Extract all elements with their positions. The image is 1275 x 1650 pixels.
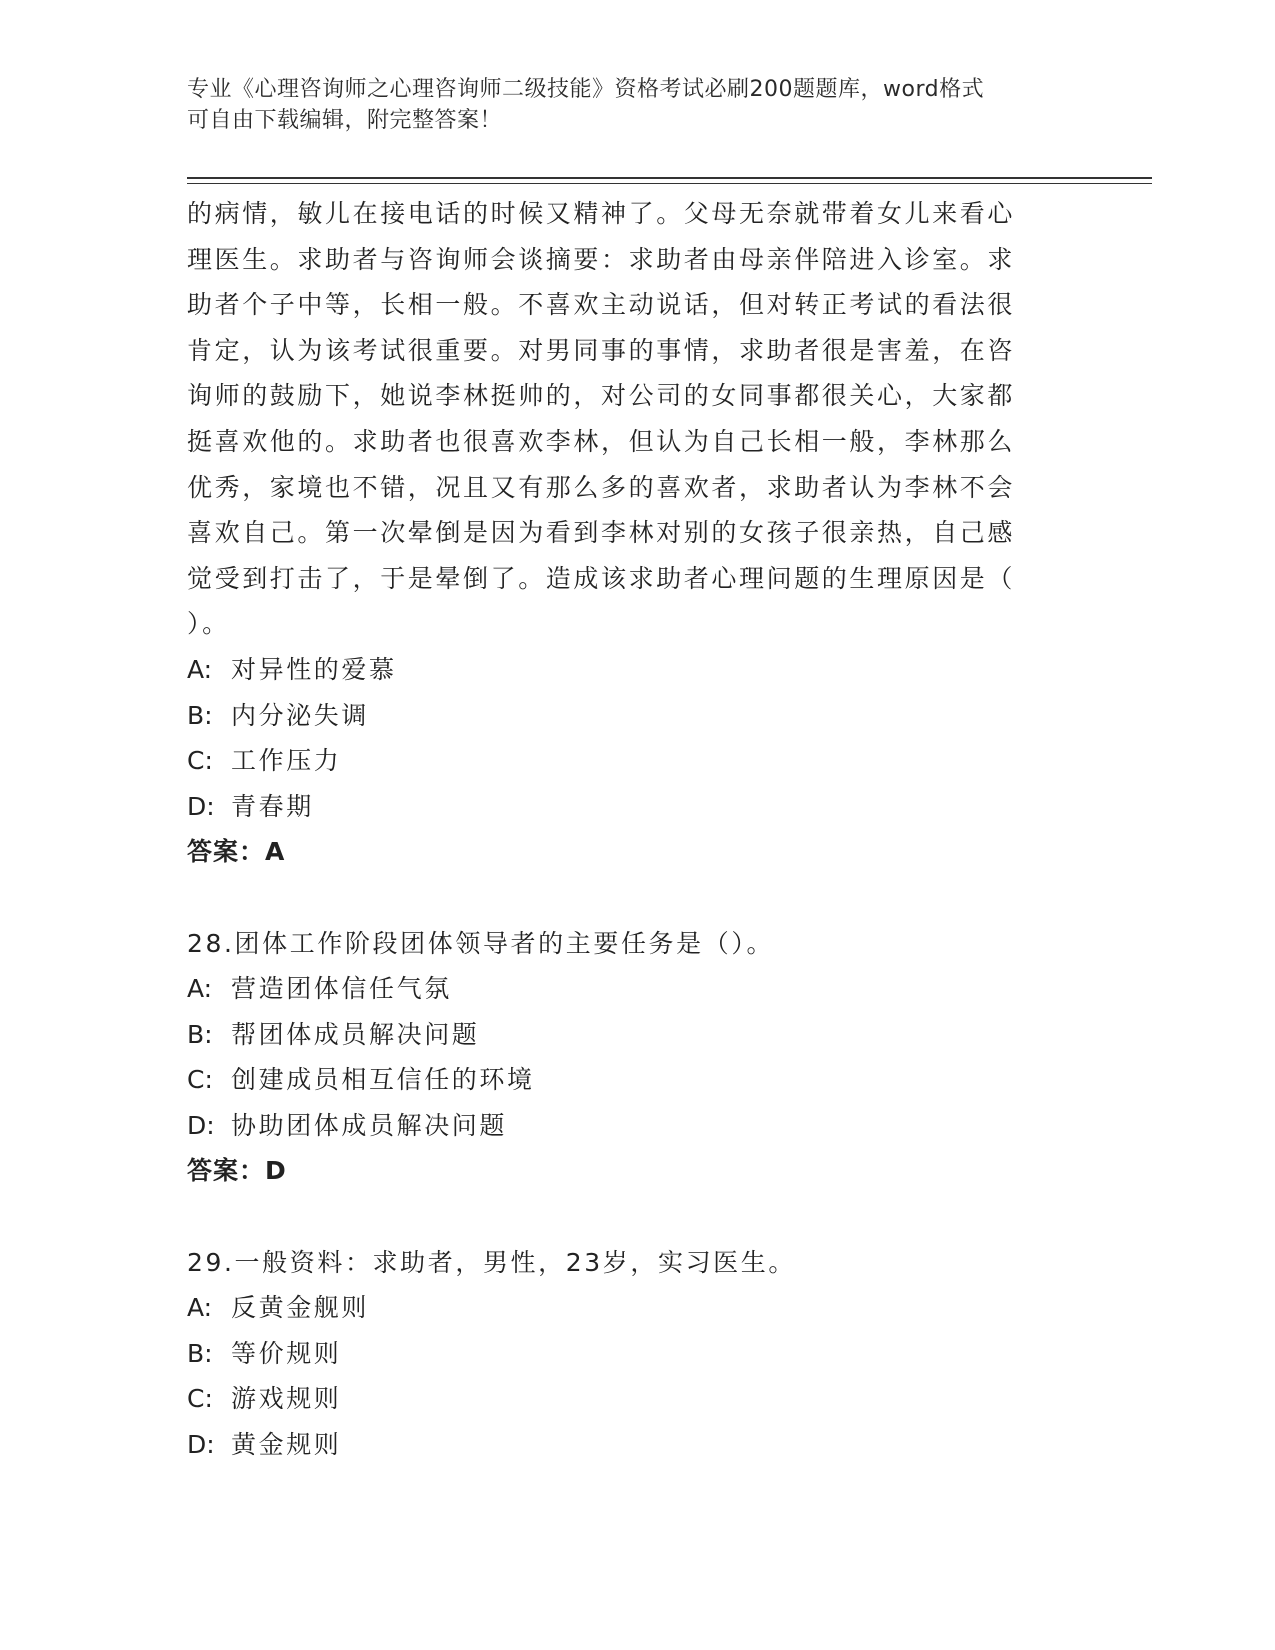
- option-letter: B:: [187, 700, 213, 730]
- option-a: [187, 647, 1067, 693]
- header-divider-thin: [187, 183, 1152, 184]
- option-text: 青春期: [231, 791, 314, 821]
- option-letter: C:: [187, 1065, 213, 1095]
- question-title: 28.团体工作阶段团体领导者的主要任务是（）。: [187, 928, 775, 958]
- option-letter: C:: [187, 1384, 213, 1414]
- option-letter: A:: [187, 654, 213, 684]
- option-text: 工作压力: [231, 746, 342, 776]
- option-c: [187, 738, 1067, 784]
- option-c: [187, 1057, 1067, 1103]
- spacer: [187, 875, 1067, 921]
- question-text-line: 理医生。求助者与咨询师会谈摘要：求助者由母亲伴陪进入诊室。求: [187, 244, 1016, 274]
- option-d: [187, 784, 1067, 830]
- option-b: [187, 1012, 1067, 1058]
- option-letter: A:: [187, 1293, 213, 1323]
- question-text-line: 挺喜欢他的。求助者也很喜欢李林，但认为自己长相一般，李林那么: [187, 426, 1016, 456]
- option-a: [187, 1285, 1067, 1331]
- option-letter: B:: [187, 1338, 213, 1368]
- question-text-line: 觉受到打击了，于是晕倒了。造成该求助者心理问题的生理原因是（: [187, 563, 1016, 593]
- option-b: [187, 693, 1067, 739]
- option-text: 等价规则: [231, 1338, 342, 1368]
- question-29: [187, 1240, 1067, 1468]
- page-header: [187, 74, 1067, 136]
- option-c: [187, 1376, 1067, 1422]
- question-27: [187, 191, 1067, 875]
- option-text: 协助团体成员解决问题: [231, 1110, 508, 1140]
- option-letter: D:: [187, 1110, 215, 1140]
- option-text: 对异性的爱慕: [231, 654, 397, 684]
- option-d: [187, 1103, 1067, 1149]
- option-text: 反黄金舰则: [231, 1293, 370, 1323]
- option-text: 黄金规则: [231, 1430, 342, 1460]
- option-letter: B:: [187, 1019, 213, 1049]
- question-title: 29.一般资料：求助者，男性，23岁，实习医生。: [187, 1247, 796, 1277]
- option-text: 内分泌失调: [231, 700, 370, 730]
- option-text: 帮团体成员解决问题: [231, 1019, 480, 1049]
- option-a: [187, 966, 1067, 1012]
- answer-line: 答案：D: [187, 1156, 287, 1186]
- question-text-line: 助者个子中等，长相一般。不喜欢主动说话，但对转正考试的看法很: [187, 290, 1016, 320]
- question-28: [187, 921, 1067, 1195]
- option-letter: D:: [187, 1430, 215, 1460]
- option-letter: A:: [187, 974, 213, 1004]
- header-line-2: 可自由下载编辑，附完整答案！: [187, 108, 503, 133]
- question-text-line: 喜欢自己。第一次晕倒是因为看到李林对别的女孩子很亲热，自己感: [187, 518, 1016, 548]
- answer-line: 答案：A: [187, 837, 286, 867]
- question-text-line: ）。: [187, 609, 230, 639]
- question-text-line: 优秀，家境也不错，况且又有那么多的喜欢者，求助者认为李林不会: [187, 472, 1016, 502]
- header-line-1: 专业《心理咨询师之心理咨询师二级技能》资格考试必刷200题题库，word格式: [187, 77, 985, 102]
- option-d: [187, 1422, 1067, 1468]
- option-letter: D:: [187, 791, 215, 821]
- document-body: [187, 191, 1067, 1468]
- option-b: [187, 1331, 1067, 1377]
- question-text-line: 肯定，认为该考试很重要。对男同事的事情，求助者很是害羞，在咨: [187, 335, 1016, 365]
- question-text-line: 的病情，敏儿在接电话的时候又精神了。父母无奈就带着女儿来看心: [187, 199, 1016, 228]
- header-divider-thick: [187, 177, 1152, 179]
- option-text: 创建成员相互信任的环境: [231, 1065, 535, 1095]
- option-letter: C:: [187, 746, 213, 776]
- question-text-line: 询师的鼓励下，她说李林挺帅的，对公司的女同事都很关心，大家都: [187, 381, 1016, 411]
- option-text: 营造团体信任气氛: [231, 974, 452, 1004]
- option-text: 游戏规则: [231, 1384, 342, 1414]
- spacer: [187, 1194, 1067, 1240]
